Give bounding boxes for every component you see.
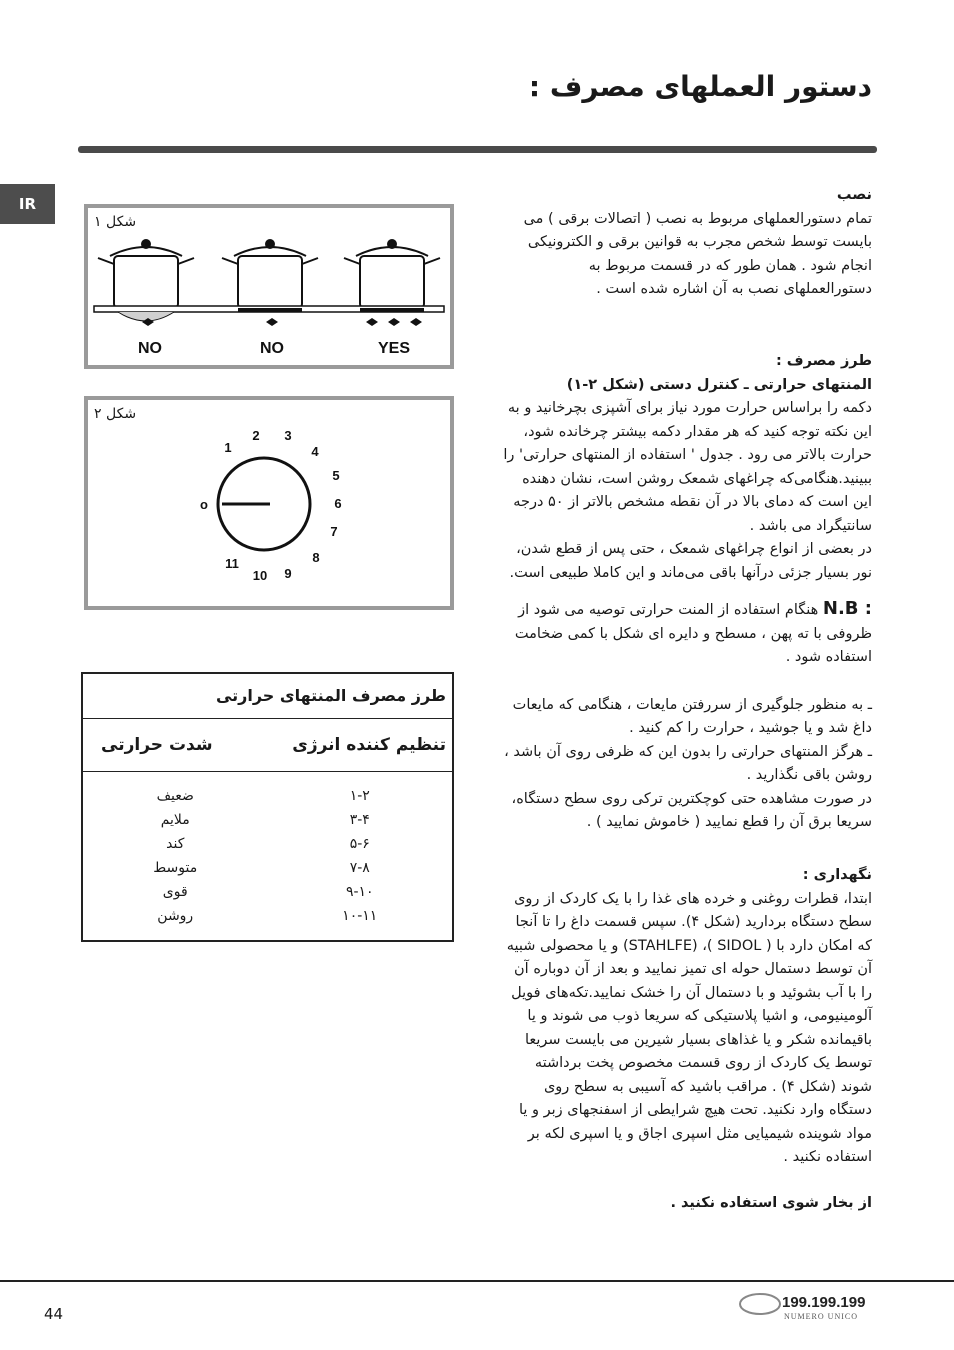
dial-number: 8 [312, 550, 320, 565]
table-row [83, 880, 452, 904]
table-row [83, 808, 452, 832]
setting-cell: ۱۰-۱۱ [342, 908, 378, 924]
dial-number: 2 [252, 428, 260, 443]
control-dial [88, 400, 450, 606]
usage-heading: طرز مصرف : [775, 353, 872, 369]
figure-1 [84, 204, 454, 369]
dial-number: 5 [332, 468, 340, 483]
caption-no-2: NO [260, 340, 284, 357]
setting-cell: ۱-۲ [349, 788, 370, 804]
steam-warning: از بخار شوی استفاده نکنید . [670, 1194, 872, 1211]
page-number: 44 [44, 1305, 64, 1323]
usage-paragraph-2: در بعضی از انواع چراغهای شمعک ، حتی پس از قطع شدن، نور بسیار جزئی درآنها باقی می‌ماند و این کاملا طبیعی است. [509, 541, 872, 581]
table-row [83, 784, 452, 808]
pots-illustration [88, 208, 450, 365]
table-header [83, 719, 452, 772]
heat-settings-table [81, 672, 454, 942]
dial-number: 11 [225, 556, 239, 571]
flame-icons [142, 318, 422, 326]
header-rule [78, 146, 877, 153]
language-tab: IR [0, 184, 55, 224]
bullet-3: در صورت مشاهده حتی کوچکترین ترکی روی سطح دستگاه، سریعا برق آن را قطع نمایید ( خاموش نمایید ) . [511, 790, 872, 830]
usage-section [500, 350, 872, 835]
dial-number: 1 [224, 440, 232, 455]
column-heat-header: شدت حرارتی [101, 735, 213, 755]
caption-no-1: NO [138, 340, 162, 357]
table-row [83, 832, 452, 856]
nb-label: N.B : [822, 598, 872, 619]
phone-icon [740, 1294, 780, 1314]
setting-cell: ۳-۴ [349, 812, 370, 828]
installation-text: تمام دستورالعملهای مربوط به نصب ( اتصالات برقی ) می بایست توسط شخص مجرب به قوانین برقی و الکترونیکی انجام شود . همان طور که در قسمت مربوط به دستورالعملهای نصب به آن اشاره شده است . [523, 210, 872, 297]
logo-subtitle: NUMERO UNICO [784, 1312, 858, 1321]
heat-cell: ضعیف [156, 788, 194, 804]
usage-subheading: المنتهای حرارتی ـ کنترل دستی (شکل ۲-۱) [566, 376, 872, 393]
dial-number: o [200, 497, 208, 512]
table-row [83, 856, 452, 880]
figure-2 [84, 396, 454, 610]
dial-number: 3 [284, 428, 292, 443]
setting-cell: ۹-۱۰ [345, 884, 374, 900]
heat-cell: روشن [157, 908, 194, 924]
dial-number: 7 [330, 524, 338, 539]
table-body [83, 772, 452, 928]
installation-heading: نصب [836, 187, 872, 203]
caption-yes: YES [377, 340, 411, 357]
maintenance-heading: نگهداری : [802, 867, 872, 883]
pot-icon [344, 240, 440, 308]
bullet-2: ـ هرگز المنتهای حرارتی را بدون این که ظرفی روی آن باشد ، روشن باقی نگذارید . [504, 743, 872, 783]
dial-number: 10 [252, 568, 268, 583]
logo-number: 199.199.199 [782, 1294, 866, 1311]
installation-section [500, 184, 872, 302]
dial-number: 9 [284, 566, 292, 581]
page-title: دستور العملهای مصرف : [528, 70, 872, 103]
usage-paragraph-1: دکمه را براساس حرارت مورد نیاز برای آشپزی بچرخانید و به این نکته توجه کنید که هر مقدار دکمه بیشتر چرخانده شود، حرارت بالاتر می رود . جدول ' استفاده از المنتهای حرارتی' را ببینید.هنگامی‌که چراغهای شمعک روشن است، نشان دهنده این است که دمای بالا در آن نقطه مشخص بالاتر از ۵۰ درجه سانتیگراد می باشد . [503, 400, 872, 534]
maintenance-text: ابتدا، قطرات روغنی و خرده های غذا را با یک کاردک از روی سطح دستگاه بردارید (شکل ۴). سپس قسمت داغ را تا آنجا که امکان دارد با ( SIDOL )، (STAHLFE) و یا محصولی شبیه آن توسط دستمال حوله ای تمیز نمایید و بعد از آن دوباره آن را با آب بشوئید و با دستمال آن را خشک نمایید.تکه‌های فویل آلومینیومی، و اشیا پلاستیکی که سریعا ذوب می شوند و یا باقیمانده شکر و یا غذاهای بسیار شیرین می بایست سریعا توسط یک کاردک از روی قسمت مخصوص پخت برداشته شوند (شکل ۴) . مراقب باشید که آسیبی به سطح روی دستگاه وارد نکنید. تحت هیچ شرایطی از اسفنجهای زبر و یا مواد شوینده شیمیایی مثل اسپری اجاق و یا اسپری لکه بر استفاده نکنید . [506, 890, 872, 1165]
table-row [83, 904, 452, 928]
heat-cell: قوی [162, 884, 188, 900]
figure-2-label: شکل ۲ [94, 406, 137, 422]
pot-icon [222, 240, 318, 308]
table-title: طرز مصرف المنتهای حرارتی [83, 674, 452, 719]
brand-logo [738, 1288, 878, 1326]
column-setting-header: تنظیم کننده انرژی [292, 735, 446, 755]
maintenance-section [500, 864, 872, 1215]
setting-cell: ۷-۸ [349, 860, 370, 876]
pot-icon [98, 240, 194, 308]
nb-text: هنگام استفاده از المنت حرارتی توصیه می شود از ظروفی با ته پهن ، مسطح و دایره ای شکل با کمی ضخامت استفاده شود . [514, 602, 872, 665]
bullet-1: ـ به منظور جلوگیری از سررفتن مایعات ، هنگامی که مایعات داغ شد و یا جوشید ، حرارت را کم کنید . [512, 696, 872, 736]
nb-note [500, 597, 872, 670]
figure-1-label: شکل ۱ [94, 214, 137, 230]
heat-cell: کند [166, 836, 185, 852]
setting-cell: ۵-۶ [349, 836, 370, 852]
footer-rule [0, 1280, 954, 1282]
dial-number: 4 [311, 444, 319, 459]
heat-cell: متوسط [153, 860, 198, 876]
dial-number: 6 [334, 496, 342, 511]
heat-cell: ملایم [160, 812, 190, 828]
